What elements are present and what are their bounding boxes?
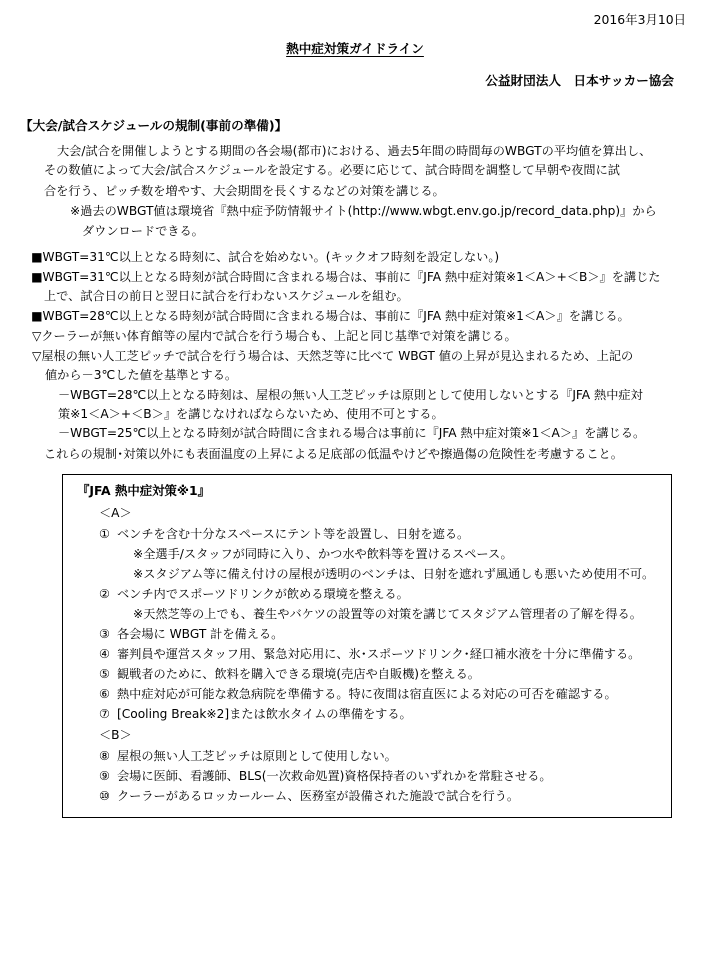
item-text: 観戦者のために、飲料を購入できる環境(売店や自販機)を整える。 (117, 666, 480, 681)
item-text: 熱中症対応が可能な救急病院を準備する。特に夜間は宿直医による対応の可否を確認する。 (117, 686, 617, 701)
item-number: ⑦ (99, 706, 110, 721)
dash-note (58, 386, 692, 424)
item-text: 会場に医師、看護師、BLS(一次救命処置)資格保持者のいずれかを常駐させる。 (117, 769, 552, 784)
group-a-label: ＜A＞ (99, 506, 132, 521)
dash-note-line-1: －WBGT=28℃以上となる時刻は、屋根の無い人工芝ピッチは原則として使用しないとする『JFA 熱中症対 (58, 387, 643, 402)
item-number: ⑧ (99, 749, 110, 764)
document-date: 2016年3月10日 (593, 12, 686, 27)
box-title: 『JFA 熱中症対策※1』 (77, 483, 210, 499)
rule-bullet (32, 248, 692, 267)
intro-line-3: 合を行う、ピッチ数を増やす、大会期間を長くするなどの対策を講じる。 (44, 183, 445, 198)
wbgt-source-note-line-1: ※過去のWBGT値は環境省『熱中症予防情報サイト(http://www.wbgt.env.go.jp/record_data.php)』から (70, 204, 657, 219)
bullet-marker: ■ (31, 270, 43, 285)
dash-note-line-2: 策※1＜A＞+＜B＞』を講じなければならないため、使用不可とする。 (58, 406, 444, 421)
rule-bullet (32, 307, 692, 326)
page-title (18, 39, 692, 59)
item-number: ④ (99, 646, 110, 661)
list-item (99, 585, 663, 604)
bullet-marker: ▽ (32, 328, 42, 343)
list-item (99, 705, 663, 724)
item-number: ⑩ (99, 789, 110, 804)
section-heading: 【大会/試合スケジュールの規制(事前の準備)】 (20, 118, 288, 134)
item-number: ⑨ (99, 769, 110, 784)
bullet-text: WBGT=31℃以上となる時刻が試合時間に含まれる場合は、事前に『JFA 熱中症対策※1＜A＞+＜B＞』を講じた (42, 270, 661, 285)
closing-note: これらの規制･対策以外にも表面温度の上昇による足底部の低温やけどや擦過傷の危険性を考慮すること。 (44, 447, 623, 462)
list-item (99, 685, 663, 704)
item-text: 屋根の無い人工芝ピッチは原則として使用しない。 (117, 749, 397, 764)
countermeasures-box (62, 474, 672, 818)
intro-line-1: 大会/試合を開催しようとする期間の各会場(都市)における、過去5年間の時間毎のWBGTの平均値を算出し、 (57, 143, 652, 158)
list-item (99, 645, 663, 664)
item-text: ベンチを含む十分なスペースにテント等を設置し、日射を遮る。 (117, 527, 470, 542)
list-item (99, 625, 663, 644)
dash-note-line-1: －WBGT=25℃以上となる時刻が試合時間に含まれる場合は事前に『JFA 熱中症対策※1＜A＞』を講じる。 (58, 426, 646, 441)
wbgt-source-note-line-2: ダウンロードできる。 (82, 224, 204, 239)
bullet-text: 屋根の無い人工芝ピッチで試合を行う場合は、天然芝等に比べて WBGT 値の上昇が見込まれるため、上記の (41, 348, 634, 363)
item-text: 審判員や運営スタッフ用、緊急対応用に、氷･スポーツドリンク･経口補水液を十分に準備する。 (117, 646, 641, 661)
organization-name: 公益財団法人 日本サッカー協会 (485, 72, 674, 88)
bullet-text-cont: 上で、試合日の前日と翌日に試合を行わないスケジュールを組む。 (44, 289, 409, 304)
list-item (99, 665, 663, 684)
item-number: ② (99, 587, 110, 602)
item-number: ③ (99, 626, 110, 641)
list-item (99, 787, 663, 806)
rule-bullet (32, 327, 692, 346)
bullet-text: WBGT=28℃以上となる時刻が試合時間に含まれる場合は、事前に『JFA 熱中症対策※1＜A＞』を講じる。 (42, 309, 630, 324)
list-item (99, 747, 663, 766)
item-note: ※全選手/スタッフが同時に入り、かつ水や飲料等を置けるスペース。 (133, 547, 513, 562)
item-text: クーラーがあるロッカールーム、医務室が設備された施設で試合を行う。 (117, 789, 520, 804)
item-text: ベンチ内でスポーツドリンクが飲める環境を整える。 (117, 587, 409, 602)
bullet-text-cont: 値から－3℃した値を基準とする。 (45, 367, 238, 382)
item-number: ⑥ (99, 686, 110, 701)
list-item (99, 767, 663, 786)
bullet-marker: ▽ (32, 348, 42, 363)
item-text: 各会場に WBGT 計を備える。 (117, 626, 284, 641)
bullet-marker: ■ (31, 250, 43, 265)
item-note: ※スタジアム等に備え付けの屋根が透明のベンチは、日射を遮れず風通しも悪いため使用不可。 (133, 567, 655, 582)
item-number: ① (99, 527, 110, 542)
dash-note (58, 424, 692, 443)
item-text: [Cooling Break※2]または飲水タイムの準備をする。 (117, 706, 412, 721)
item-number: ⑤ (99, 666, 110, 681)
rule-bullet (32, 347, 692, 385)
bullet-text: WBGT=31℃以上となる時刻に、試合を始めない。(キックオフ時刻を設定しない。) (42, 250, 500, 265)
rule-bullet (32, 268, 692, 306)
list-item (99, 525, 663, 544)
group-b-label: ＜B＞ (99, 728, 132, 743)
bullet-text: クーラーが無い体育館等の屋内で試合を行う場合も、上記と同じ基準で対策を講じる。 (41, 328, 517, 343)
intro-line-2: その数値によって大会/試合スケジュールを設定する。必要に応じて、試合時間を調整して早朝や夜間に試 (44, 162, 620, 177)
bullet-marker: ■ (31, 309, 43, 324)
page-title-text: 熱中症対策ガイドライン (286, 41, 424, 57)
item-note: ※天然芝等の上でも、養生やバケツの設置等の対策を講じてスタジアム管理者の了解を得る。 (133, 607, 642, 622)
